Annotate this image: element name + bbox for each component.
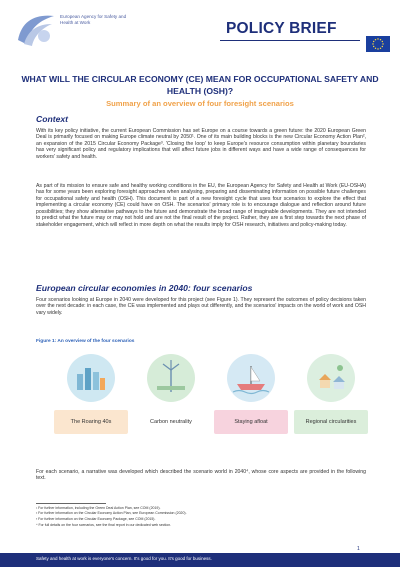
footer-bar <box>0 553 400 567</box>
scenario-label: Regional circularities <box>294 410 368 434</box>
scenario-roaring-40s <box>54 350 128 444</box>
footnote-3: ³ For further information on the Circular Economy Package, see COM (2015). <box>36 517 156 521</box>
scenario-label: Carbon neutrality <box>134 410 208 434</box>
agency-logo-icon <box>14 10 56 50</box>
context-heading: Context <box>36 114 68 124</box>
footnote-2: ² For further information on the Circular Economy Action Plan, see European Commission (2020). <box>36 511 187 516</box>
boat-illustration-icon <box>227 354 275 402</box>
footnote-divider <box>36 503 106 504</box>
village-illustration-icon <box>307 354 355 402</box>
scenario-regional-circularities <box>294 350 368 444</box>
figure-caption: Figure 1: An overview of the four scenarios <box>36 339 135 344</box>
agency-logo[interactable] <box>14 6 164 56</box>
eu-flag-icon <box>366 36 390 52</box>
header-divider <box>220 40 360 41</box>
footnote-4[interactable]: ⁴ For full details on the four scenarios, see the final report in our dedicated web section. <box>36 522 172 527</box>
policy-brief-title: POLICY BRIEF <box>226 20 337 37</box>
footer-text: Safety and health at work is everyone's concern. It's good for you. It's good for business. <box>36 556 212 561</box>
context-paragraph-2: As part of its mission to ensure safe and healthy working conditions in the EU, the European Agency for Safety and Health at Work (EU-OSHA) has for some years been exploring foresight approaches when analysing, preparing and disseminating information on possible future challenges for occupational safety and health (OSH). This document is part of a new foresight cycle that uses four scenarios to explore the effect that implementing a circular economy (CE) could have on OSH. The scenarios' primary role is to encourage dialogue and reflection around future possibilities; they show alternative pathways to the future and demonstrate the broad range of imaginable developments. They are not intended to predict what the future may or may not hold and are not the final result of the project. Rather, they are a first step towards the next phase of stakeholder engagement, which will reflect in more depth on what the results imply for OSH research, initiatives and policy-making today. <box>36 183 366 228</box>
scenarios-paragraph-1: Four scenarios looking at Europe in 2040 were developed for this project (see Figure 1). They represent the outcomes of policy decisions taken over the next decade: in each case, the CE was implemented and plays out differently, and the scenarios' impacts on the world of work and OSH vary widely. <box>36 297 366 316</box>
scenario-label: Staying afloat <box>214 410 288 434</box>
wind-turbine-illustration-icon <box>147 354 195 402</box>
context-paragraph-1: With its key policy initiative, the current European Commission has set Europe on a course towards a green future: the 2020 European Green Deal is primarily focused on making Europe climate neutral by 2050¹. One of its main building blocks is the new Circular Economy Action Plan², an expansion of the 2015 Circular Economy Package³. 'Closing the loop' to keep Europe's resource consumption within planetary boundaries has very significant policy and regulatory implications that will affect future jobs in different ways and have a wide range of consequences for workers' safety and health. <box>36 128 366 160</box>
footnote-1: ¹ For further information, including the Green Deal Action Plan, see COM (2019). <box>36 505 161 510</box>
scenario-staying-afloat <box>214 350 288 444</box>
main-title: WHAT WILL THE CIRCULAR ECONOMY (CE) MEAN FOR OCCUPATIONAL SAFETY AND HEALTH (OSH)? <box>21 74 379 96</box>
scenario-label: The Roaring 40s <box>54 410 128 434</box>
org-name: European Agency for Safety and Health at Work <box>60 14 127 25</box>
header <box>0 0 400 62</box>
subtitle: Summary of an overview of four foresight scenarios <box>106 99 294 108</box>
scenario-carbon-neutrality <box>134 350 208 444</box>
scenarios-paragraph-2: For each scenario, a narrative was developed which described the scenario world in 2040⁴, whose core aspects are provided in the following text. <box>36 469 366 482</box>
footnotes <box>36 503 366 528</box>
page-number: 1 <box>357 546 360 552</box>
city-illustration-icon <box>67 354 115 402</box>
scenarios-heading: European circular economies in 2040: four scenarios <box>36 283 253 293</box>
